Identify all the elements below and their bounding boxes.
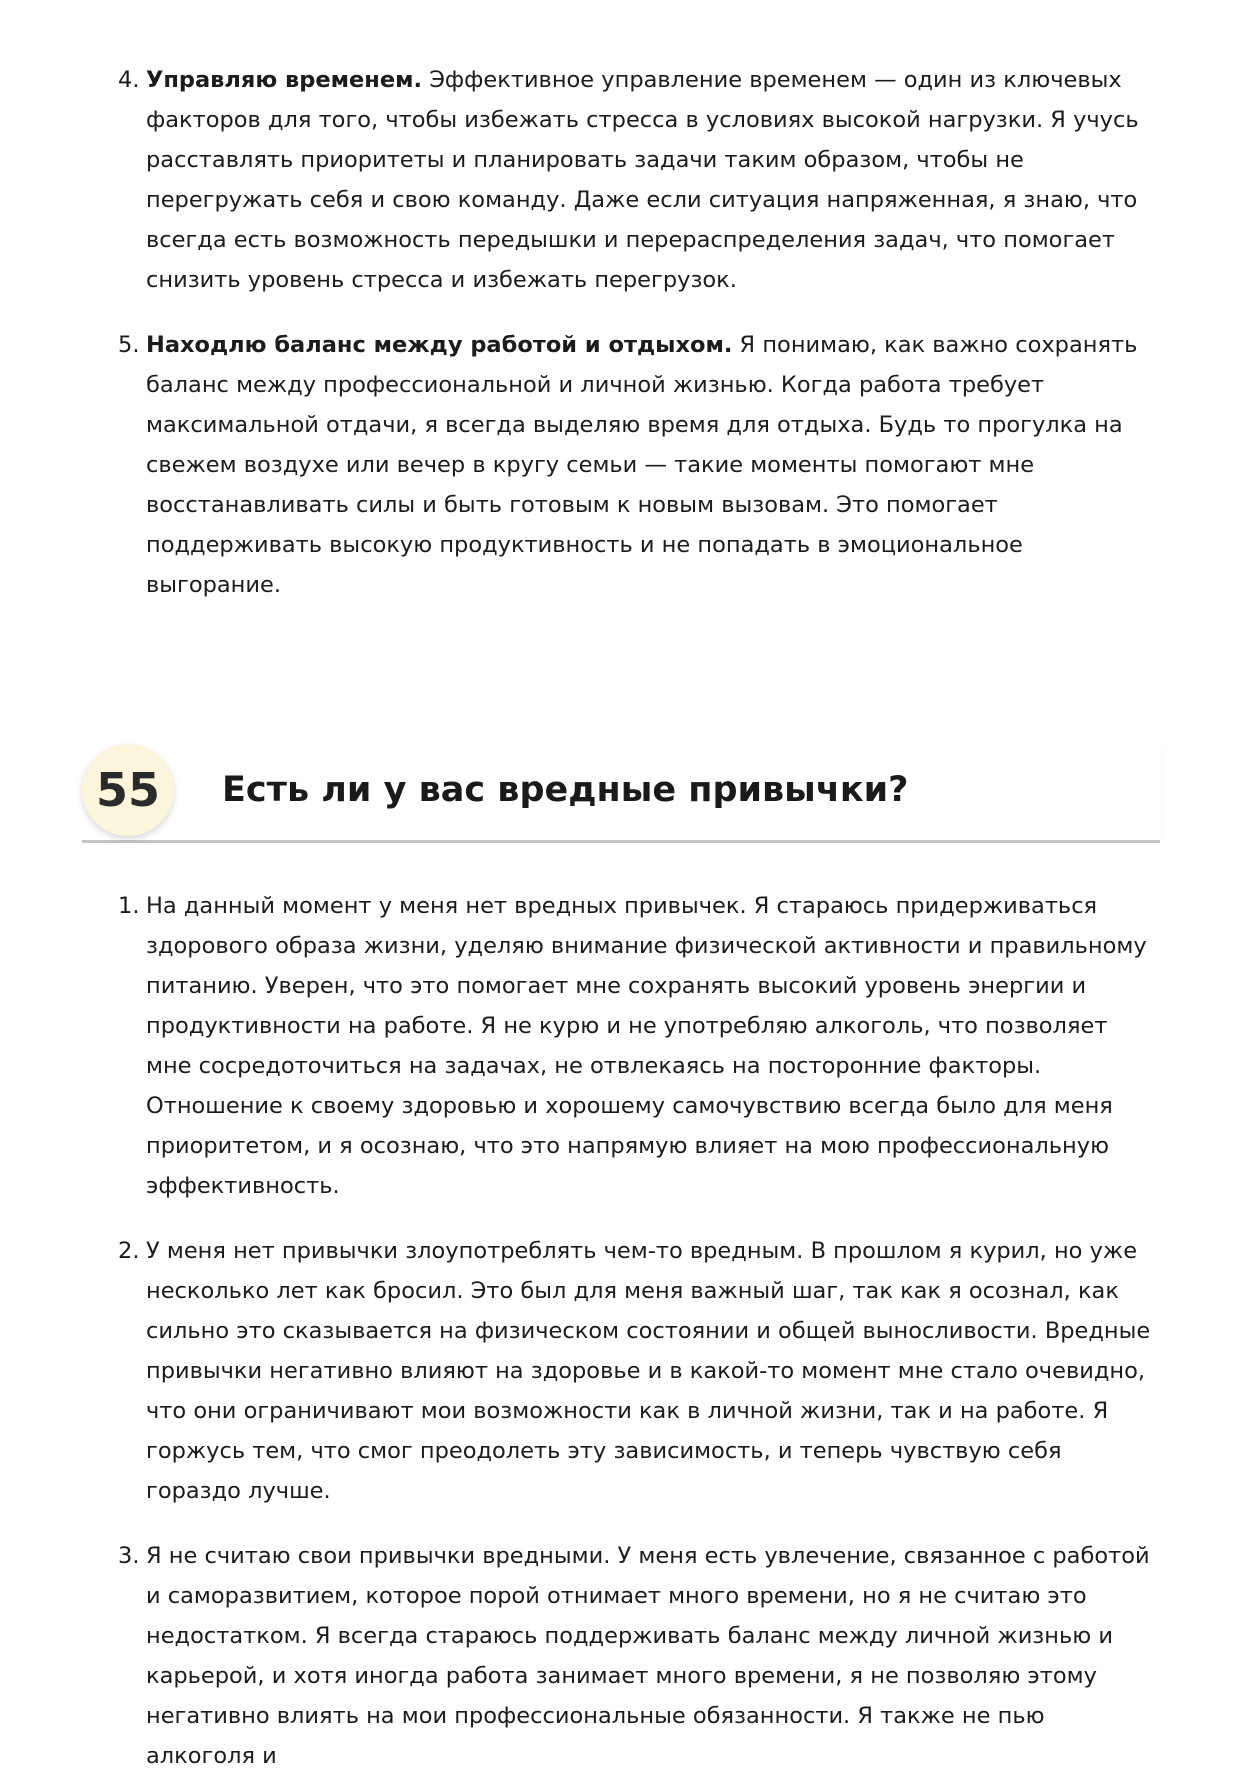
list-item-number: 5. <box>118 332 140 358</box>
list-item <box>118 1536 1156 1776</box>
question-number-badge: 55 <box>82 744 174 836</box>
answer-list <box>118 886 1156 1776</box>
question-title: Есть ли у вас вредные привычки? <box>222 770 909 810</box>
list-item <box>118 886 1156 1206</box>
list-item <box>118 1231 1156 1511</box>
list-item <box>118 325 1156 605</box>
list-item <box>118 60 1156 300</box>
list-item-number: 4. <box>118 67 140 93</box>
list-item-text: Эффективное управление временем — один из ключевых факторов для того, чтобы избежать стресса в условиях высокой нагрузки. Я учусь расставлять приоритеты и планировать задачи таким образом, чтобы не перегружать себя и свою команду. Даже если ситуация напряженная, я знаю, что всегда есть возможность передышки и перераспределения задач, что помогает снизить уровень стресса и избежать перегрузок. <box>146 67 1139 293</box>
list-item-lead: Находлю баланс между работой и отдыхом. <box>146 332 733 358</box>
list-item-number: 2. <box>118 1238 140 1264</box>
list-item-text: У меня нет привычки злоупотреблять чем-то вредным. В прошлом я курил, но уже несколько лет как бросил. Это был для меня важный шаг, так как я осознал, как сильно это сказывается на физическом состоянии и общей выносливости. Вредные привычки негативно влияют на здоровье и в какой-то момент мне стало очевидно, что они ограничивают мои возможности как в личной жизни, так и на работе. Я горжусь тем, что смог преодолеть эту зависимость, и теперь чувствую себя гораздо лучше. <box>146 1238 1151 1504</box>
question-header <box>82 744 1160 843</box>
list-item-number: 3. <box>118 1543 140 1569</box>
list-item-text: Я не считаю свои привычки вредными. У меня есть увлечение, связанное с работой и саморазвитием, которое порой отнимает много времени, но я не считаю это недостатком. Я всегда стараюсь поддерживать баланс между личной жизнью и карьерой, и хотя иногда работа занимает много времени, я не позволяю этому негативно влиять на мои профессиональные обязанности. Я также не пью алкоголя и <box>146 1543 1150 1769</box>
list-item-lead: Управляю временем. <box>146 67 423 93</box>
previous-answer-list <box>118 60 1156 605</box>
list-item-text: Я понимаю, как важно сохранять баланс между профессиональной и личной жизнью. Когда работа требует максимальной отдачи, я всегда выделяю время для отдыха. Будь то прогулка на свежем воздухе или вечер в кругу семьи — такие моменты помогают мне восстанавливать силы и быть готовым к новым вызовам. Это помогает поддерживать высокую продуктивность и не попадать в эмоциональное выгорание. <box>146 332 1138 598</box>
list-item-number: 1. <box>118 893 140 919</box>
list-item-text: На данный момент у меня нет вредных привычек. Я стараюсь придерживаться здорового образа жизни, уделяю внимание физической активности и правильному питанию. Уверен, что это помогает мне сохранять высокий уровень энергии и продуктивности на работе. Я не курю и не употребляю алкоголь, что позволяет мне сосредоточиться на задачах, не отвлекаясь на посторонние факторы. Отношение к своему здоровью и хорошему самочувствию всегда было для меня приоритетом, и я осознаю, что это напрямую влияет на мою профессиональную эффективность. <box>146 893 1147 1199</box>
